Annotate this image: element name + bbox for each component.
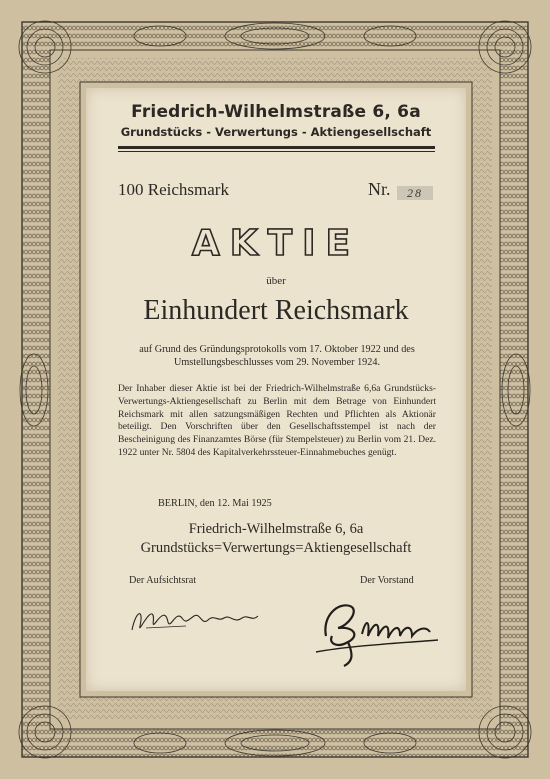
share-body-text: Der Inhaber dieser Aktie ist bei der Friedrich-Wilhelmstraße 6,6a Grundstücks-Verwertungs-Aktiengesellschaft zu Berlin mit dem Betrage von Einhundert Reichsmark mit allen satzungsmäßigen Rechten und Pflichten als Aktionär beteiligt. Den Vorschriften über den Gesellschaftsstempel ist nach der Bescheinigung des Finanzamtes Börse (für Stempelsteuer) zu Berlin vom 21. Dez. 1922 unter Nr. 5804 des Kapitalverkehrssteuer-Einnahmebuches genügt. xyxy=(118,383,436,458)
company-name-line-2: Grundstücks=Verwertungs=Aktiengesellschaft xyxy=(140,540,412,556)
ueber-text: über xyxy=(266,275,286,287)
executive-board-label: Der Vorstand xyxy=(360,575,414,586)
header-rule-thin xyxy=(118,151,435,152)
header-line-1: Friedrich-Wilhelmstraße 6, 6a xyxy=(131,102,421,122)
company-name-line-1: Friedrich-Wilhelmstraße 6, 6a xyxy=(188,521,364,537)
supervisory-board-signature xyxy=(126,600,266,640)
amount-in-words: Einhundert Reichsmark xyxy=(143,295,409,326)
executive-board-signature xyxy=(308,596,448,668)
header-rule-thick xyxy=(118,146,435,149)
place-and-date: BERLIN, den 12. Mai 1925 xyxy=(158,498,272,509)
legal-basis-text: auf Grund des Gründungsprotokolls vom 17. Oktober 1922 und des Umstellungsbeschlusses vom 29. November 1924. xyxy=(139,344,415,368)
header-line-2: Grundstücks - Verwertungs - Aktiengesellschaft xyxy=(120,125,432,139)
denomination: 100 Reichsmark xyxy=(118,180,229,199)
supervisory-board-label: Der Aufsichtsrat xyxy=(129,575,197,586)
company-header xyxy=(86,102,466,139)
certificate-number: 28 xyxy=(397,186,433,200)
text-panel xyxy=(86,88,466,691)
number-label: Nr. xyxy=(368,179,391,199)
share-title: AKTIE xyxy=(191,223,361,264)
